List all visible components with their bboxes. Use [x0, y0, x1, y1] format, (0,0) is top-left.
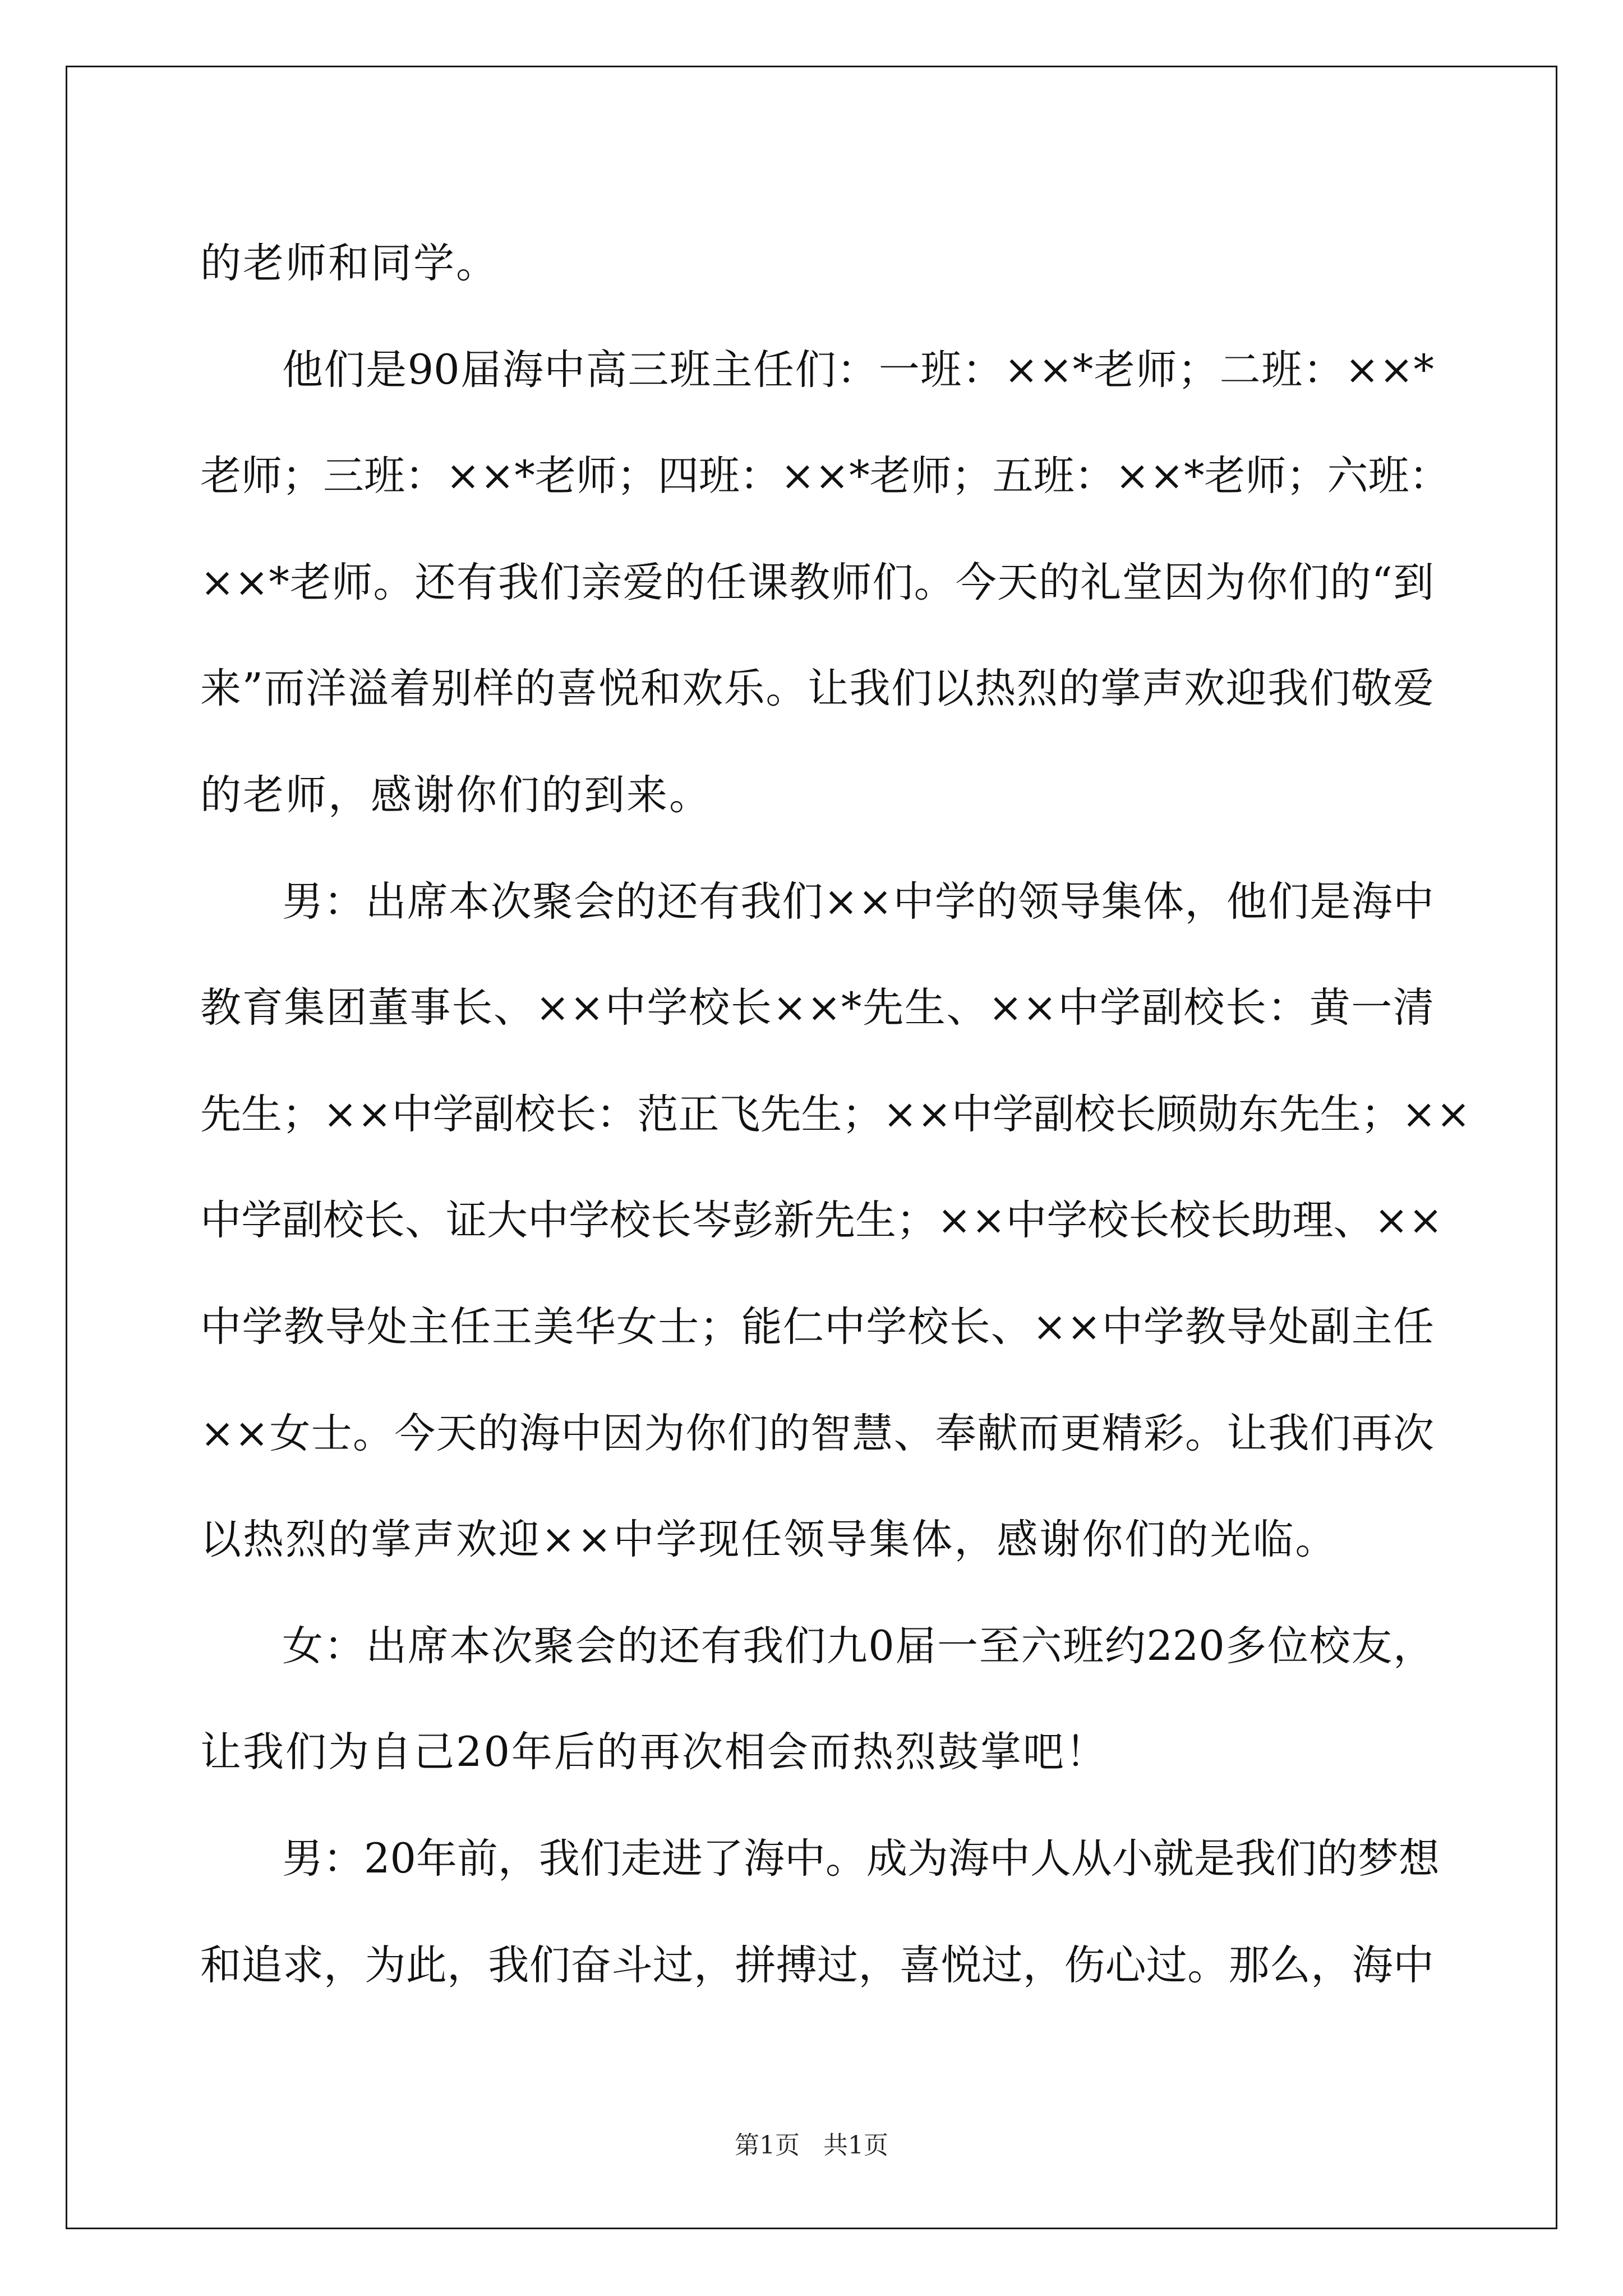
- page-total: 共1页: [823, 2131, 888, 2160]
- text-line: 先生；××中学副校长：范正飞先生；××中学副校长顾勋东先生；××: [200, 1090, 1470, 1138]
- text-line: ××女士。今天的海中因为你们的智慧、奉献而更精彩。让我们再次: [200, 1409, 1434, 1457]
- text-line: 让我们为自己20年后的再次相会而热烈鼓掌吧！: [200, 1728, 1108, 1777]
- text-line: 他们是90届海中高三班主任们：一班：××*老师；二班：××*: [282, 346, 1434, 394]
- text-line: 来”而洋溢着别样的喜悦和欢乐。让我们以热烈的掌声欢迎我们敬爱: [200, 665, 1434, 713]
- text-line: 中学副校长、证大中学校长岑彭新先生；××中学校长校长助理、××: [200, 1197, 1443, 1245]
- page-number: 第1页: [735, 2131, 800, 2160]
- text-line: 的老师，感谢你们的到来。: [200, 771, 712, 819]
- text-line: 的老师和同学。: [200, 240, 499, 287]
- text-line: 以热烈的掌声欢迎××中学现任领导集体，感谢你们的光临。: [200, 1516, 1338, 1564]
- page-footer: [0, 2129, 1623, 2162]
- document-body: [200, 210, 1470, 2018]
- text-line: ××*老师。还有我们亲爱的任课教师们。今天的礼堂因为你们的“到: [200, 558, 1434, 606]
- text-line: 老师；三班：××*老师；四班：××*老师；五班：××*老师；六班：: [200, 452, 1450, 500]
- text-line: 男：20年前，我们走进了海中。成为海中人从小就是我们的梦想: [282, 1834, 1440, 1883]
- text-line: 女：出席本次聚会的还有我们九0届一至六班约220多位校友，: [282, 1622, 1434, 1670]
- text-line: 中学教导处主任王美华女士；能仁中学校长、××中学教导处副主任: [200, 1303, 1434, 1351]
- text-line: 和追求，为此，我们奋斗过，拼搏过，喜悦过，伤心过。那么，海中: [200, 1941, 1434, 1989]
- text-line: 教育集团董事长、××中学校长××*先生、××中学副校长：黄一清: [200, 984, 1434, 1032]
- text-line: 男：出席本次聚会的还有我们××中学的领导集体，他们是海中: [282, 877, 1434, 926]
